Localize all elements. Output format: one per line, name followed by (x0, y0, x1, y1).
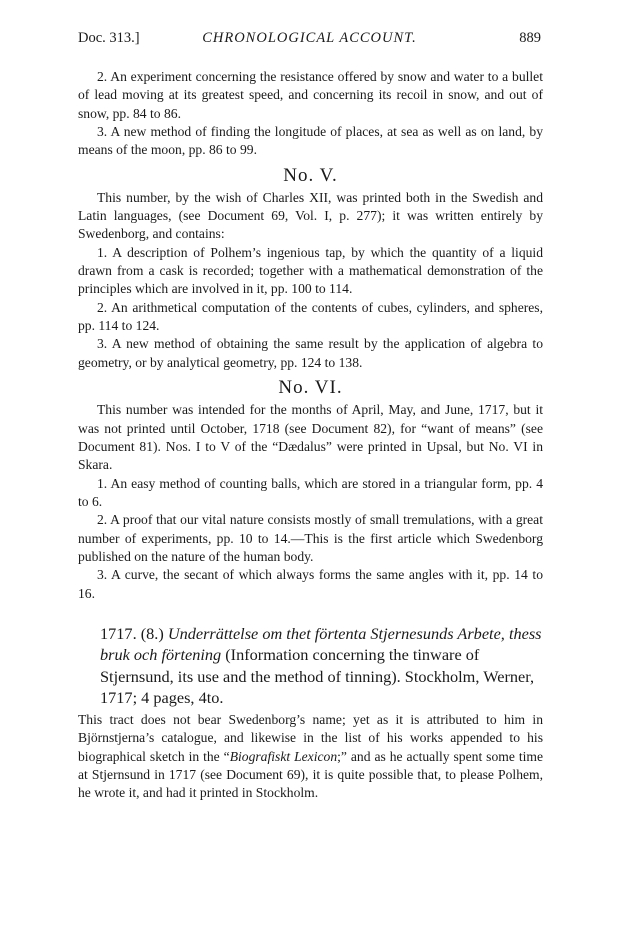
entry-english-gloss: (Information concerning the tinware of Stjernsund, its use and the method of tinning). Stockholm, Werner, 1717; 4 pages, 4to. (100, 645, 535, 708)
page-body (78, 68, 543, 803)
paragraph: 2. An experiment concerning the resistance offered by snow and water to a bullet of lead moving at its greatest speed, and concerning its recoil in snow, and out of snow, pp. 84 to 86. (78, 69, 543, 121)
paragraph: 3. A new method of finding the longitude of places, at sea as well as on land, by means of the moon, pp. 86 to 99. (78, 124, 543, 158)
entry-swedish-title: Underrättelse om thet förtenta Stjernesunds Arbete, thess bruk och förtening (100, 623, 542, 665)
note-text-start: This tract does not bear Swedenborg’s name; yet as it is attributed to him in Björnstjerna’s catalogue, and likewise in the list of his works appended to his biographical sketch in the “ (78, 711, 543, 764)
entry-note (78, 711, 543, 803)
paragraph: This number was intended for the months of April, May, and June, 1717, but it was not printed until October, 1718 (see Document 82), for “want of means” (see Document 81). Nos. I to V of the “Dædalus” were printed in Upsal, but No. VI in Skara. (78, 402, 543, 473)
paragraph: 2. An arithmetical computation of the contents of cubes, cylinders, and spheres, pp. 114 to 124. (78, 299, 543, 334)
page-number: 889 (519, 30, 541, 46)
document-reference: Doc. 313.] (78, 30, 140, 46)
paragraph: 3. A curve, the secant of which always forms the same angles with it, pp. 14 to 16. (78, 567, 543, 601)
bibliography-entry (100, 623, 543, 709)
running-title: CHRONOLOGICAL ACCOUNT. (202, 30, 417, 46)
paragraph: 3. A new method of obtaining the same result by the application of algebra to geometry, or by analytical geometry, pp. 124 to 138. (78, 336, 543, 370)
note-italic-title: Biografiskt Lexicon (229, 748, 338, 764)
section-heading-no-vi: No. VI. (278, 377, 343, 399)
entry-number: 1717. (8.) (100, 623, 168, 643)
paragraph: 1. A description of Polhem’s ingenious tap, by which the quantity of a liquid drawn from a cask is recorded; together with a mathematical demonstration of the principles which are involved in it, pp. 100 to 114. (78, 244, 543, 297)
running-header (78, 30, 541, 52)
section-heading-no-v: No. V. (283, 164, 338, 186)
paragraph: This number, by the wish of Charles XII, was printed both in the Swedish and Latin languages, (see Document 69, Vol. I, p. 277); it was written entirely by Swedenborg, and contains: (78, 189, 543, 242)
paragraph: 1. An easy method of counting balls, which are stored in a triangular form, pp. 4 to 6. (78, 475, 543, 509)
note-text-end: ;” and as he actually spent some time at Stjernsund in 1717 (see Document 69), it is quite possible that, to please Polhem, he wrote it, and had it printed in Stockholm. (78, 748, 543, 801)
paragraph: 2. A proof that our vital nature consists mostly of small tremulations, with a great number of experiments, pp. 10 to 14.—This is the first article which Swedenborg published on the nature of the human body. (78, 512, 543, 564)
